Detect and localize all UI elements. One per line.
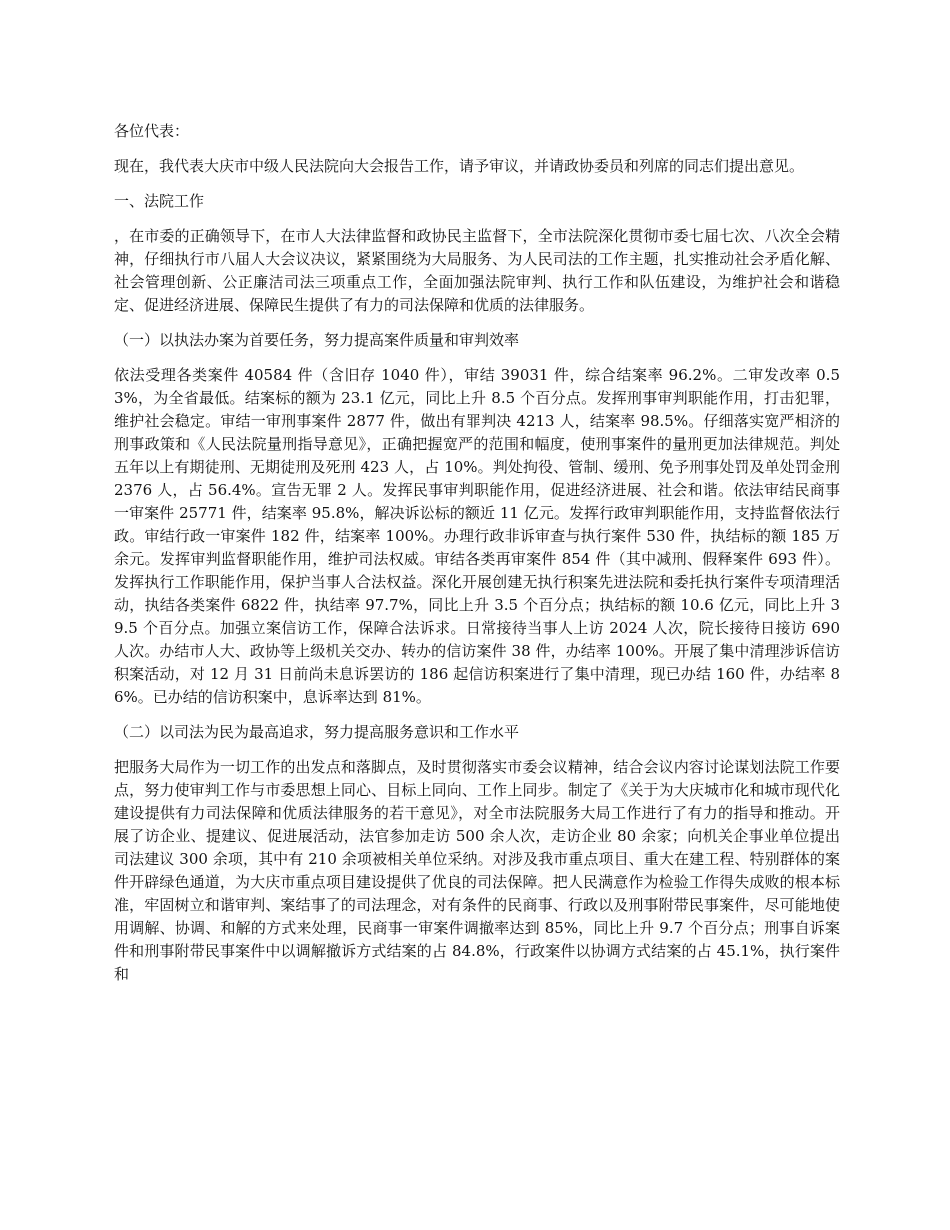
subsection-2-heading: （二）以司法为民为最高追求，努力提高服务意识和工作水平 — [114, 723, 520, 741]
document-page — [114, 120, 840, 998]
salutation: 各位代表： — [114, 122, 190, 140]
section-1-paragraph: ，在市委的正确领导下，在市人大法律监督和政协民主监督下，全市法院深化贯彻市委七届七次、八次全会精神，仔细执行市八届人大会议决议，紧紧围绕为大局服务、为人民司法的工作主题，扎实推动社会矛盾化解、社会管理创新、公正廉洁司法三项重点工作，全面加强法院审判、执行工作和队伍建设，为维护社会和谐稳定、促进经济进展、保障民生提供了有力的司法保障和优质的法律服务。 — [114, 227, 840, 314]
section-1-heading: 一、法院工作 — [114, 192, 205, 210]
subsection-2-paragraph: 把服务大局作为一切工作的出发点和落脚点，及时贯彻落实市委会议精神，结合会议内容讨论谋划法院工作要点，努力使审判工作与市委思想上同心、目标上同向、工作上同步。制定了《关于为大庆城市化和城市现代化建设提供有力司法保障和优质法律服务的若干意见》，对全市法院服务大局工作进行了有力的指导和推动。开展了访企业、提建议、促进展活动，法官参加走访 500 余人次，走访企业 80 余家；向机关企事业单位提出司法建议 300 余项，其中有 210 余项被相关单位采纳。对涉及我市重点项目、重大在建工程、特别群体的案件开辟绿色通道，为大庆市重点项目建设提供了优良的司法保障。把人民满意作为检验工作得失成败的根本标准，牢固树立和谐审判、案结事了的司法理念，对有条件的民商事、行政以及刑事附带民事案件，尽可能地使用调解、协调、和解的方式来处理，民商事一审案件调撤率达到 85%，同比上升 9.7 个百分点；刑事自诉案件和刑事附带民事案件中以调解撤诉方式结案的占 84.8%，行政案件以协调方式结案的占 45.1%，执行案件和 — [114, 758, 840, 983]
subsection-1-paragraph: 依法受理各类案件 40584 件（含旧存 1040 件），审结 39031 件，综合结案率 96.2%。二审发改率 0.53%，为全省最低。结案标的额为 23.1 亿元，同比上升 8.5 个百分点。发挥刑事审判职能作用，打击犯罪，维护社会稳定。审结一审刑事案件 2877 件，做出有罪判决 4213 人，结案率 98.5%。仔细落实宽严相济的刑事政策和《人民法院量刑指导意见》，正确把握宽严的范围和幅度，使刑事案件的量刑更加法律规范。判处五年以上有期徒刑、无期徒刑及死刑 423 人，占 10%。判处拘役、管制、缓刑、免予刑事处罚及单处罚金刑 2376 人，占 56.4%。宣告无罪 2 人。发挥民事审判职能作用，促进经济进展、社会和谐。依法审结民商事一审案件 25771 件，结案率 95.8%，解决诉讼标的额近 11 亿元。发挥行政审判职能作用，支持监督依法行政。审结行政一审案件 182 件，结案率 100%。办理行政非诉审查与执行案件 530 件，执结标的额 185 万余元。发挥审判监督职能作用，维护司法权威。审结各类再审案件 854 件（其中减刑、假释案件 693 件）。发挥执行工作职能作用，保护当事人合法权益。深化开展创建无执行积案先进法院和委托执行案件专项清理活动，执结各类案件 6822 件，执结率 97.7%，同比上升 3.5 个百分点；执结标的额 10.6 亿元，同比上升 39.5 个百分点。加强立案信访工作，保障合法诉求。日常接待当事人上访 2024 人次，院长接待日接访 690 人次。办结市人大、政协等上级机关交办、转办的信访案件 38 件，办结率 100%。开展了集中清理涉诉信访积案活动，对 12 月 31 日前尚未息诉罢访的 186 起信访积案进行了集中清理，现已办结 160 件，办结率 86%。已办结的信访积案中，息诉率达到 81%。 — [114, 366, 840, 706]
intro-paragraph: 现在，我代表大庆市中级人民法院向大会报告工作，请予审议，并请政协委员和列席的同志们提出意见。 — [114, 157, 805, 175]
subsection-1-heading: （一）以执法办案为首要任务，努力提高案件质量和审判效率 — [114, 331, 520, 349]
